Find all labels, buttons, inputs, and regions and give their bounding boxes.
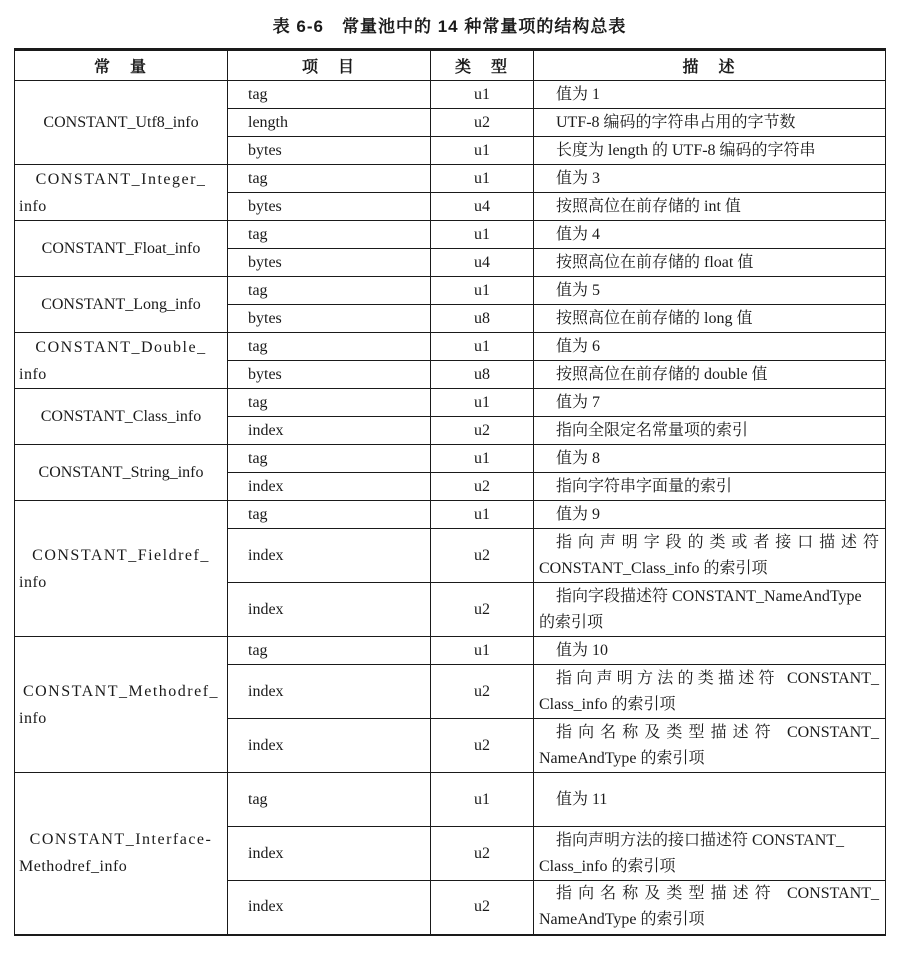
type-cell: u4 [431,249,534,277]
item-cell: tag [228,165,431,193]
description-line: 指向名称及类型描述符 CONSTANT_ [556,723,879,741]
item-cell: bytes [228,361,431,389]
description-line: Class_info 的索引项 [539,695,676,713]
description-cell [534,333,886,361]
table-row [15,277,886,305]
type-cell: u1 [431,773,534,827]
description-line: NameAndType 的索引项 [539,749,705,767]
type-cell: u1 [431,333,534,361]
description-line: 值为 10 [556,641,609,659]
item-cell: tag [228,445,431,473]
description-line: Class_info 的索引项 [539,857,676,875]
description-cell [534,501,886,529]
type-cell: u2 [431,109,534,137]
description-line: 值为 3 [556,169,601,187]
constant-name-line: CONSTANT_String_info [38,464,204,481]
description-cell [534,773,886,827]
constant-name-cell [15,333,228,389]
description-cell [534,473,886,501]
description-line: NameAndType 的索引项 [539,911,705,929]
type-cell: u2 [431,529,534,583]
description-cell [534,165,886,193]
description-cell [534,637,886,665]
item-cell: tag [228,637,431,665]
description-cell [534,529,886,583]
item-cell: tag [228,773,431,827]
constant-name-line: CONSTANT_Double_ [35,338,207,356]
table-row [15,221,886,249]
description-line: 按照高位在前存储的 int 值 [556,197,741,215]
item-cell: tag [228,81,431,109]
description-cell [534,361,886,389]
type-cell: u2 [431,719,534,773]
type-cell: u1 [431,277,534,305]
constant-name-line: CONSTANT_Interface- [29,831,213,849]
item-cell: bytes [228,249,431,277]
description-cell [534,719,886,773]
constant-name-cell [15,221,228,277]
constant-name-line: CONSTANT_Long_info [41,296,201,313]
description-cell [534,389,886,417]
type-cell: u4 [431,193,534,221]
table-row [15,165,886,193]
description-line: 值为 1 [556,85,601,103]
type-cell: u1 [431,445,534,473]
constant-name-cell [15,277,228,333]
description-line: 按照高位在前存储的 double 值 [556,365,768,383]
description-cell [534,445,886,473]
item-cell: index [228,827,431,881]
type-cell: u2 [431,665,534,719]
item-cell: bytes [228,137,431,165]
table-header-row [15,50,886,81]
description-line: 指向声明方法的接口描述符 CONSTANT_ [556,831,845,849]
type-cell: u2 [431,827,534,881]
column-header-constant: 常 量 [15,50,228,81]
constant-name-line: Methodref_info [19,858,128,876]
description-cell [534,881,886,935]
item-cell: bytes [228,305,431,333]
description-line: 值为 8 [556,449,601,467]
table-row [15,445,886,473]
item-cell: tag [228,501,431,529]
description-cell [534,665,886,719]
type-cell: u1 [431,81,534,109]
item-cell: length [228,109,431,137]
description-line: 的索引项 [539,613,604,631]
item-cell: index [228,665,431,719]
constant-name-cell [15,637,228,773]
type-cell: u1 [431,221,534,249]
item-cell: tag [228,333,431,361]
constant-name-cell [15,445,228,501]
column-header-type: 类 型 [431,50,534,81]
column-header-description: 描 述 [534,50,886,81]
item-cell: index [228,719,431,773]
constant-name-cell [15,501,228,637]
type-cell: u2 [431,583,534,637]
description-line: 按照高位在前存储的 long 值 [556,309,753,327]
constant-name-line: CONSTANT_Utf8_info [43,114,199,131]
item-cell: index [228,417,431,445]
description-line: 指向声明方法的类描述符 CONSTANT_ [556,669,879,687]
table-row [15,81,886,109]
type-cell: u8 [431,305,534,333]
description-line: 指向全限定名常量项的索引 [556,421,749,439]
type-cell: u1 [431,501,534,529]
constant-pool-structure-table [14,48,886,936]
constant-name-cell [15,165,228,221]
item-cell: index [228,529,431,583]
description-cell [534,193,886,221]
description-cell [534,81,886,109]
description-cell [534,277,886,305]
table-row [15,333,886,361]
type-cell: u1 [431,137,534,165]
constant-name-line: info [19,709,47,727]
description-line: 长度为 length 的 UTF-8 编码的字符串 [556,141,816,159]
item-cell: index [228,881,431,935]
constant-name-cell [15,389,228,445]
description-line: UTF-8 编码的字符串占用的字节数 [556,113,796,131]
column-header-item: 项 目 [228,50,431,81]
description-cell [534,109,886,137]
table-row [15,637,886,665]
constant-name-line: CONSTANT_Methodref_ [22,682,220,700]
type-cell: u1 [431,637,534,665]
type-cell: u2 [431,417,534,445]
constant-name-line: CONSTANT_Float_info [41,240,201,257]
description-line: 指向声明字段的类或者接口描述符 [556,533,879,551]
description-cell [534,583,886,637]
description-cell [534,305,886,333]
table-caption: 表 6-6 常量池中的 14 种常量项的结构总表 [272,17,627,36]
description-line: 值为 11 [556,790,608,808]
description-line: 值为 6 [556,337,601,355]
description-cell [534,221,886,249]
description-cell [534,249,886,277]
type-cell: u8 [431,361,534,389]
item-cell: tag [228,389,431,417]
description-line: 指向字符串字面量的索引 [556,477,733,495]
item-cell: tag [228,221,431,249]
description-line: 按照高位在前存储的 float 值 [556,253,754,271]
item-cell: index [228,473,431,501]
description-cell [534,417,886,445]
item-cell: tag [228,277,431,305]
description-line: 值为 9 [556,505,601,523]
constant-name-line: CONSTANT_Fieldref_ [32,546,210,564]
constant-name-line: CONSTANT_Class_info [40,408,202,425]
type-cell: u1 [431,389,534,417]
description-cell [534,827,886,881]
description-line: 值为 7 [556,393,601,411]
type-cell: u2 [431,881,534,935]
constant-name-line: info [19,365,47,383]
description-line: 值为 4 [556,225,601,243]
item-cell: index [228,583,431,637]
description-line: 值为 5 [556,281,601,299]
constant-name-line: info [19,197,47,215]
table-body [15,81,886,935]
table-row [15,389,886,417]
constant-name-cell [15,773,228,935]
table-row [15,501,886,529]
description-line: CONSTANT_Class_info 的索引项 [539,559,768,577]
item-cell: bytes [228,193,431,221]
type-cell: u1 [431,165,534,193]
description-line: 指向字段描述符 CONSTANT_NameAndType [556,587,862,605]
constant-name-cell [15,81,228,165]
table-row [15,773,886,827]
constant-name-line: CONSTANT_Integer_ [35,170,207,188]
type-cell: u2 [431,473,534,501]
constant-name-line: info [19,573,47,591]
description-line: 指向名称及类型描述符 CONSTANT_ [556,885,879,903]
description-cell [534,137,886,165]
